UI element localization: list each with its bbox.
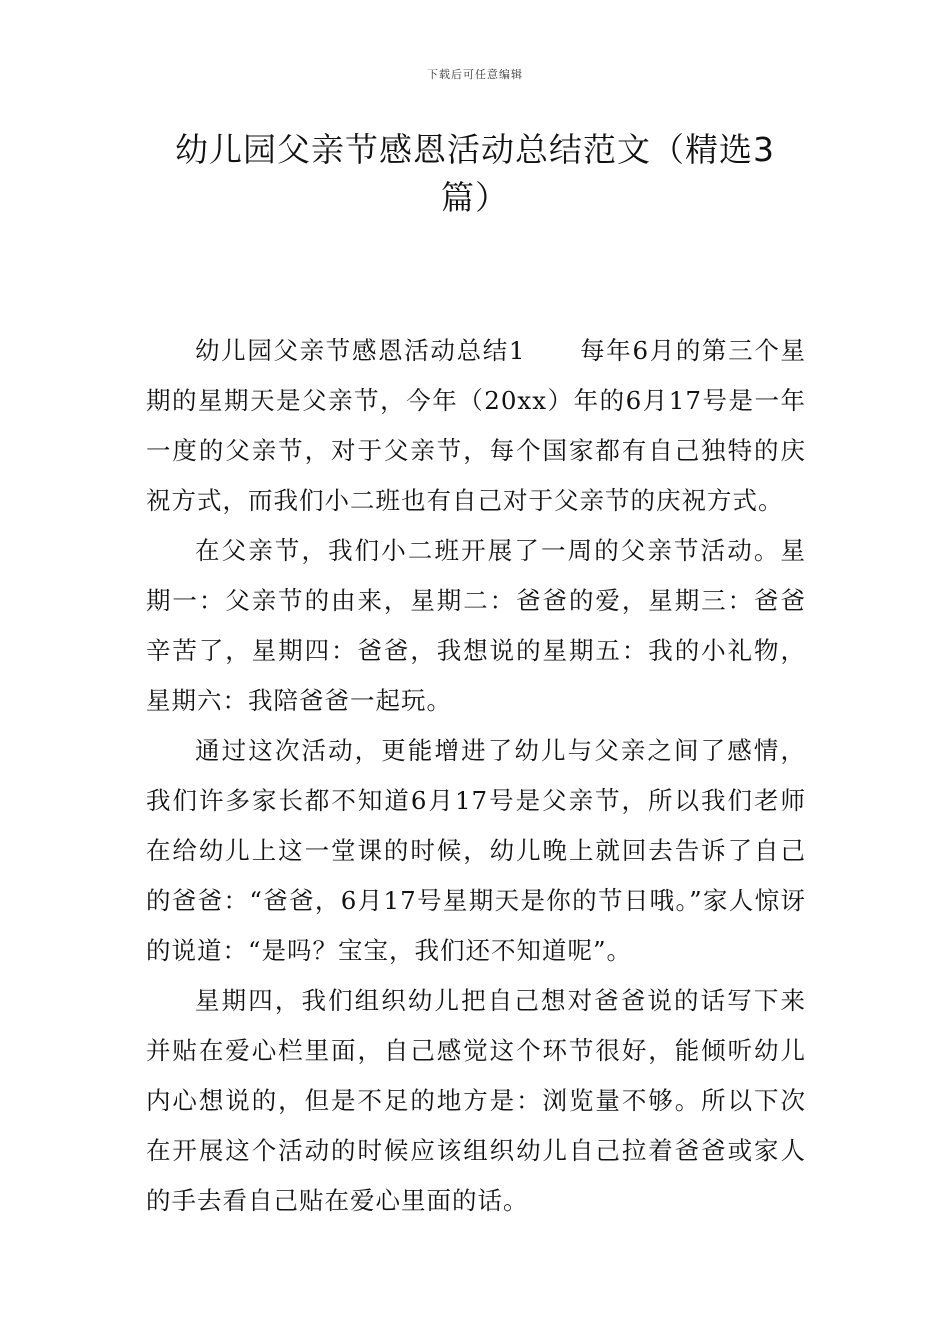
paragraph-3: 通过这次活动，更能增进了幼儿与父亲之间了感情，我们许多家长都不知道6月17号是父亲节，所以我们老师在给幼儿上这一堂课的时候，幼儿晚上就回去告诉了自己的爸爸：“爸爸，6月17号星期天是你的节日哦。”家人惊讶的说道：“是吗？宝宝，我们还不知道呢”。	[146, 736, 806, 965]
header-note: 下载后可任意编辑	[427, 68, 523, 81]
paragraph-4: 星期四，我们组织幼儿把自己想对爸爸说的话写下来并贴在爱心栏里面，自己感觉这个环节很好，能倾听幼儿内心想说的，但是不足的地方是：浏览量不够。所以下次在开展这个活动的时候应该组织幼儿自己拉着爸爸或家人的手去看自己贴在爱心里面的话。	[146, 986, 806, 1215]
document-body	[146, 326, 806, 1226]
section-heading: 幼儿园父亲节感恩活动总结1	[195, 336, 526, 365]
document-title: 幼儿园父亲节感恩活动总结范文（精选3篇）	[175, 130, 775, 217]
paragraph-1-text: 每年6月的第三个星期的星期天是父亲节，今年（20xx）年的6月17号是一年一度的父亲节，对于父亲节，每个国家都有自己独特的庆祝方式，而我们小二班也有自己对于父亲节的庆祝方式。	[146, 336, 806, 515]
paragraph-1	[146, 326, 806, 526]
paragraph-2: 在父亲节，我们小二班开展了一周的父亲节活动。星期一：父亲节的由来，星期二：爸爸的爱，星期三：爸爸辛苦了，星期四：爸爸，我想说的星期五：我的小礼物，星期六：我陪爸爸一起玩。	[146, 536, 806, 715]
